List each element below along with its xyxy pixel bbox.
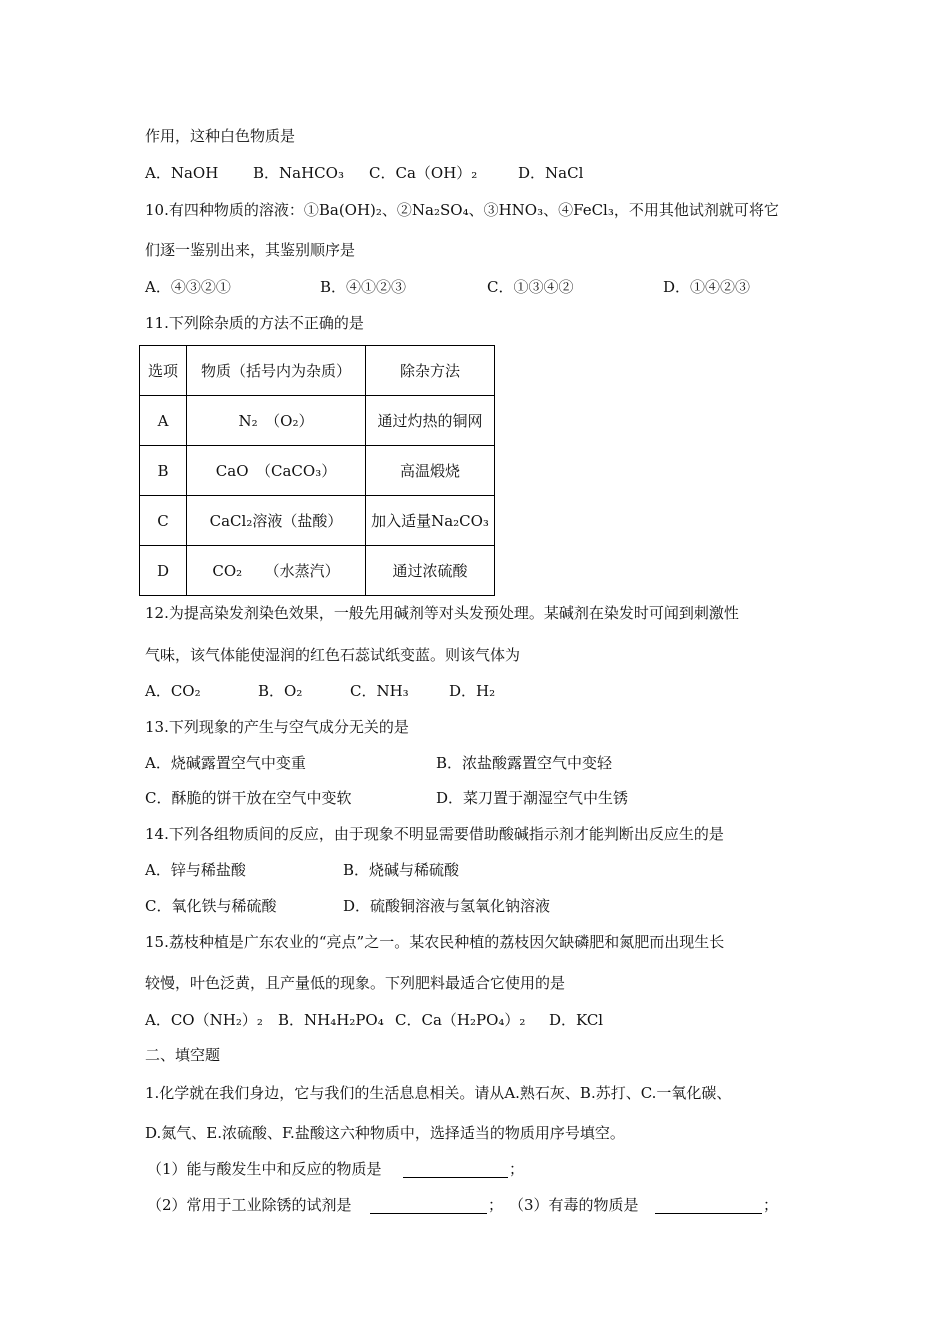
table-row [140, 496, 495, 546]
q10-option-c: C．①③④② [487, 278, 574, 296]
f1-line-1: 1.化学就在我们身边，它与我们的生活息息相关。请从A.熟石灰、B.苏打、C.一氧化碳、 [145, 1084, 732, 1102]
f1-part-1-blank[interactable] [403, 1161, 508, 1178]
q10-line-2: 们逐一鉴别出来，其鉴别顺序是 [145, 241, 356, 259]
q10-option-d: D．①④②③ [663, 278, 751, 296]
q15-option-c: C．Ca（H₂PO₄）₂ [395, 1011, 526, 1029]
table-cell: B [140, 446, 187, 496]
q12-option-d: D．H₂ [449, 682, 496, 700]
q15-line-2: 较慢，叶色泛黄，且产量低的现象。下列肥料最适合它使用的是 [145, 974, 566, 992]
table-cell: 通过浓硫酸 [366, 546, 495, 596]
table-cell: CaCl₂溶液（盐酸） [187, 496, 366, 546]
q14-stem: 14.下列各组物质间的反应，由于现象不明显需要借助酸碱指示剂才能判断出反应生的是 [145, 825, 724, 843]
f1-part-2-semicolon: ； [488, 1196, 504, 1214]
q9-option-d: D．NaCl [518, 164, 584, 182]
table-cell: CaO （CaCO₃） [187, 446, 366, 496]
q12-line-2: 气味，该气体能使湿润的红色石蕊试纸变蓝。则该气体为 [145, 646, 521, 664]
q15-option-d: D．KCl [549, 1011, 604, 1029]
f1-part-3-blank[interactable] [655, 1197, 762, 1214]
section-title-fill-blanks: 二、填空题 [145, 1046, 221, 1064]
f1-part-1-label: （1）能与酸发生中和反应的物质是 [147, 1160, 382, 1178]
q14-option-c: C．氧化铁与稀硫酸 [145, 897, 277, 915]
q12-line-1: 12.为提高染发剂染色效果，一般先用碱剂等对头发预处理。某碱剂在染发时可闻到刺激性 [145, 604, 739, 622]
q13-option-b: B．浓盐酸露置空气中变轻 [436, 754, 613, 772]
q10-option-b: B．④①②③ [320, 278, 407, 296]
table-row [140, 546, 495, 596]
table-header-row [140, 346, 495, 396]
table-cell: 加入适量Na₂CO₃ [366, 496, 495, 546]
q9-option-a: A．NaOH [145, 164, 219, 182]
q15-option-b: B．NH₄H₂PO₄ [278, 1011, 384, 1029]
table-cell: 通过灼热的铜网 [366, 396, 495, 446]
table-header-cell: 选项 [140, 346, 187, 396]
table-cell: CO₂ （水蒸汽） [187, 546, 366, 596]
table-cell: A [140, 396, 187, 446]
q12-option-b: B．O₂ [258, 682, 303, 700]
f1-part-2-blank[interactable] [370, 1197, 487, 1214]
q10-line-1: 10.有四种物质的溶液：①Ba(OH)₂、②Na₂SO₄、③HNO₃、④FeCl₃，不用其他试剂就可将它 [145, 201, 779, 219]
impurity-table [139, 345, 495, 596]
table-row [140, 446, 495, 496]
f1-part-1-semicolon: ； [509, 1160, 525, 1178]
q10-option-a: A．④③②① [145, 278, 231, 296]
q15-line-1: 15.荔枝种植是广东农业的“亮点”之一。某农民种植的荔枝因欠缺磷肥和氮肥而出现生长 [145, 933, 725, 951]
table-cell: D [140, 546, 187, 596]
q13-stem: 13.下列现象的产生与空气成分无关的是 [145, 718, 409, 736]
q9-option-b: B．NaHCO₃ [253, 164, 344, 182]
f1-part-3-semicolon: ； [763, 1196, 779, 1214]
q13-option-d: D．菜刀置于潮湿空气中生锈 [436, 789, 629, 807]
table-row [140, 396, 495, 446]
table-cell: C [140, 496, 187, 546]
f1-part-3-label: （3）有毒的物质是 [509, 1196, 639, 1214]
q12-option-a: A．CO₂ [145, 682, 201, 700]
f1-line-2: D.氮气、E.浓硫酸、F.盐酸这六种物质中，选择适当的物质用序号填空。 [145, 1124, 625, 1142]
table-cell: N₂ （O₂） [187, 396, 366, 446]
q14-option-a: A．锌与稀盐酸 [145, 861, 246, 879]
q14-option-b: B．烧碱与稀硫酸 [343, 861, 460, 879]
table-header-cell: 物质（括号内为杂质） [187, 346, 366, 396]
q14-option-d: D．硫酸铜溶液与氢氧化钠溶液 [343, 897, 551, 915]
q11-stem: 11.下列除杂质的方法不正确的是 [145, 314, 364, 332]
q13-option-a: A．烧碱露置空气中变重 [145, 754, 306, 772]
q15-option-a: A．CO（NH₂）₂ [145, 1011, 263, 1029]
q9-option-c: C．Ca（OH）₂ [369, 164, 478, 182]
q12-option-c: C．NH₃ [350, 682, 409, 700]
f1-part-2-label: （2）常用于工业除锈的试剂是 [147, 1196, 352, 1214]
table-cell: 高温煅烧 [366, 446, 495, 496]
q9-tail: 作用，这种白色物质是 [145, 127, 296, 145]
table-header-cell: 除杂方法 [366, 346, 495, 396]
q13-option-c: C．酥脆的饼干放在空气中变软 [145, 789, 352, 807]
